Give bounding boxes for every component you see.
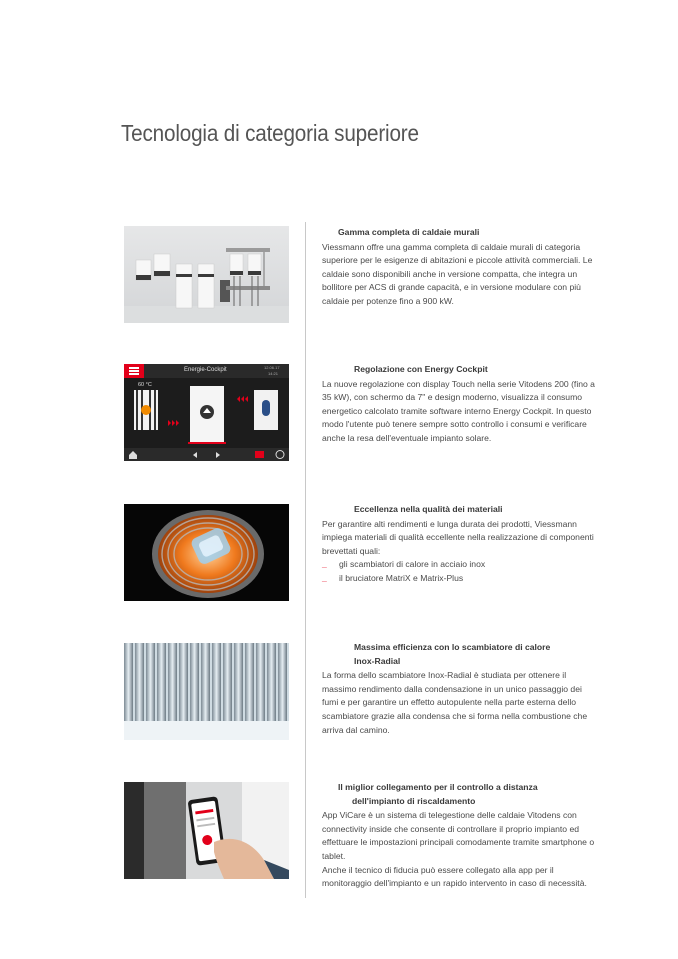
boiler-panel-icon <box>188 386 226 444</box>
mail-icon <box>255 451 264 458</box>
tank-panel-icon <box>254 390 278 430</box>
bullet-dash-icon: _ <box>322 572 327 583</box>
list-item-text: gli scambiatori di calore in acciaio inox <box>339 559 486 570</box>
section-heading-line2: dell'impianto di riscaldamento <box>352 795 476 806</box>
section-remote-control <box>322 781 597 891</box>
cockpit-temp: 60 °C <box>138 382 152 388</box>
cockpit-clock: 14:21 <box>268 371 279 376</box>
section-body: Viessmann offre una gamma completa di caldaie murali di categoria superiore per le esigenze di abitazioni e piccole attività commerciali. Le caldaie sono disponibili anche in versione compatta, che integra un bollitore per ACS di grande capacità, e in versione modulare con più caldaie per potenze fino a 900 kW. <box>322 241 593 306</box>
section-body: Per garantire alti rendimenti e lunga durata dei prodotti, Viessmann impiega materiali di qualità eccellente nella realizzazione di componenti brevettati quali: <box>322 518 594 556</box>
energy-cockpit-screen <box>124 364 289 461</box>
help-icon <box>276 451 284 459</box>
section-wall-boilers <box>322 226 597 309</box>
section-heading-line2: Inox-Radial <box>354 655 401 666</box>
cockpit-title: Energie-Cockpit <box>184 367 227 373</box>
home-icon <box>129 451 137 459</box>
vicare-app-photo <box>124 782 289 879</box>
section-material-quality <box>322 503 597 586</box>
section-heading: Gamma completa di caldaie murali <box>338 227 480 237</box>
next-icon <box>216 452 220 458</box>
boilers-photo <box>124 226 289 323</box>
cockpit-bottom-bar <box>124 448 289 461</box>
cockpit-top-bar <box>124 364 289 378</box>
list-item <box>322 572 597 586</box>
prev-icon <box>193 452 197 458</box>
section-heading: Il miglior collegamento per il controllo a distanza <box>338 782 538 792</box>
section-heading: Regolazione con Energy Cockpit <box>354 364 488 374</box>
list-item <box>322 558 597 572</box>
page-title: Tecnologia di categoria superiore <box>121 120 419 146</box>
section-body: La nuove regolazione con display Touch nella serie Vitodens 200 (fino a 35 kW), con schermo da 7" e design moderno, visualizza il consumo energetico calcolato tramite software interno Energy Cockpit. In questo modo l'utente può tenere sempre sotto controllo i consumi e verificare anche la resa dell'eventuale impianto solare. <box>322 378 595 443</box>
section-heading: Massima efficienza con lo scambiatore di calore <box>354 642 551 652</box>
section-body: La forma dello scambiatore Inox-Radial è studiata per ottenere il massimo rendimento dalla condensazione in un unico passaggio dei fumi e per garantire un effetto autopulente nella parte esterna dello scambiatore grazie alla condensa che si forma nella combustione che arriva dal camino. <box>322 670 588 735</box>
arrows-right-icon <box>168 420 179 426</box>
section-heading: Eccellenza nella qualità dei materiali <box>354 504 503 514</box>
heating-panel-icon <box>134 390 158 430</box>
section-energy-cockpit <box>322 363 597 446</box>
arrows-left-icon <box>237 396 248 402</box>
column-divider <box>305 222 306 898</box>
heat-exchanger-photo <box>124 504 289 601</box>
section-inox-radial <box>322 641 597 737</box>
inox-radial-photo <box>124 643 289 740</box>
section-body: App ViCare è un sistema di telegestione delle caldaie Vitodens con connectivity inside che consente di controllare il proprio impianto ed effettuare le impostazioni principali comodamente tramite smartphone o tablet. <box>322 810 595 861</box>
cockpit-date: 12.06.17 <box>264 365 280 370</box>
list-item-text: il bruciatore MatriX e Matrix-Plus <box>339 572 464 583</box>
bullet-dash-icon: _ <box>322 559 327 570</box>
menu-icon <box>124 364 144 378</box>
section-body-2: Anche il tecnico di fiducia può essere collegato alla app per il monitoraggio dell'impianto e un rapido intervento in caso di necessità. <box>322 864 587 889</box>
